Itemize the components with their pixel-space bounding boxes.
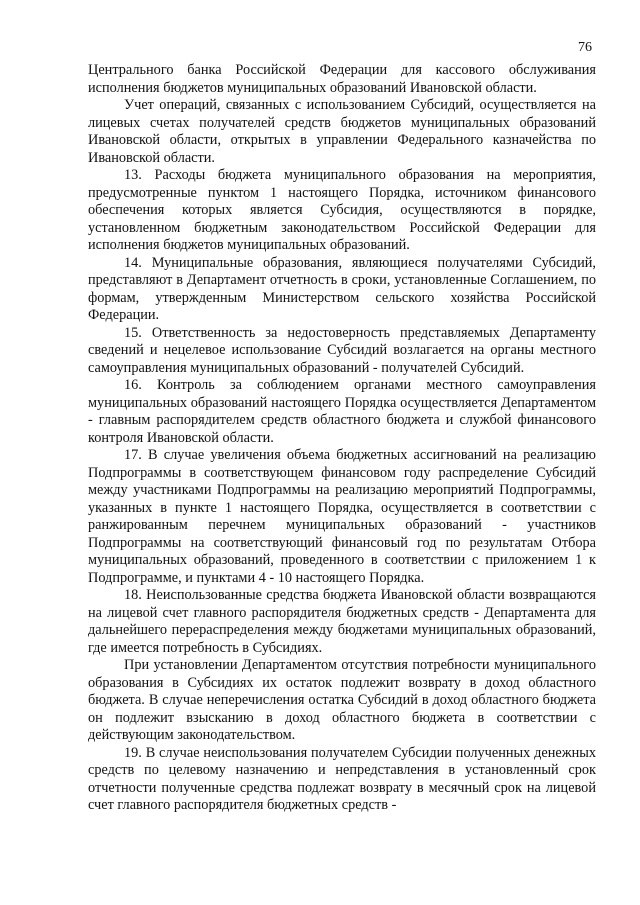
paragraph-18-continued: При установлении Департаментом отсутствия потребности муниципального образования в Субсидиях их остаток подлежит возврату в доход областного бюджета. В случае неперечисления остатка Субсидий в доход областного бюджета он подлежит взысканию в доход областного бюджета в соответствии с действующим законодательством. <box>88 657 596 743</box>
paragraph-17: 17. В случае увеличения объема бюджетных ассигнований на реализацию Подпрограммы в соответствующем финансовом году распределение Субсидий между участниками Подпрограммы на реализацию мероприятий Подпрограммы, указанных в пункте 1 настоящего Порядка, осуществляется в соответствии с ранжированным перечнем муниципальных образований - участников Подпрограммы на соответствующий финансовый год по результатам Отбора муниципальных образований, проведенного в соответствии с приложением 1 к Подпрограмме, и пунктами 4 - 10 настоящего Порядка. <box>88 447 596 586</box>
paragraph-18: 18. Неиспользованные средства бюджета Ивановской области возвращаются на лицевой счет главного распорядителя бюджетных средств - Департамента для дальнейшего перераспределения между бюджетами муниципальных образований, где имеется потребность в Субсидиях. <box>88 587 596 656</box>
paragraph-13: 13. Расходы бюджета муниципального образования на мероприятия, предусмотренные пунктом 1 настоящего Порядка, источником финансового обеспечения которых является Субсидия, осуществляются в порядке, установленном бюджетным законодательством Российской Федерации для исполнения бюджетов муниципальных образований. <box>88 167 596 253</box>
paragraph-15: 15. Ответственность за недостоверность представляемых Департаменту сведений и нецелевое использование Субсидий возлагается на органы местного самоуправления муниципальных образований - получателей Субсидий. <box>88 324 596 376</box>
paragraph-14: 14. Муниципальные образования, являющиеся получателями Субсидий, представляют в Департамент отчетность в сроки, установленные Соглашением, по формам, утвержденным Министерством сельского хозяйства Российской Федерации. <box>88 254 596 323</box>
document-body <box>88 62 596 815</box>
paragraph-continuation: Центрального банка Российской Федерации для кассового обслуживания исполнения бюджетов муниципальных образований Ивановской области. <box>88 62 596 96</box>
paragraph-accounting: Учет операций, связанных с использованием Субсидий, осуществляется на лицевых счетах получателей средств бюджетов муниципальных образований Ивановской области, открытых в управлении Федерального казначейства по Ивановской области. <box>88 97 596 166</box>
paragraph-19: 19. В случае неиспользования получателем Субсидии полученных денежных средств по целевому назначению и непредставления в установленный срок отчетности полученные средства подлежат возврату в месячный срок на лицевой счет главного распорядителя бюджетных средств - <box>88 744 596 813</box>
page-number: 76 <box>578 40 592 55</box>
paragraph-16: 16. Контроль за соблюдением органами местного самоуправления муниципальных образований настоящего Порядка осуществляется Департаментом - главным распорядителем средств областного бюджета и службой финансового контроля Ивановской области. <box>88 377 596 446</box>
